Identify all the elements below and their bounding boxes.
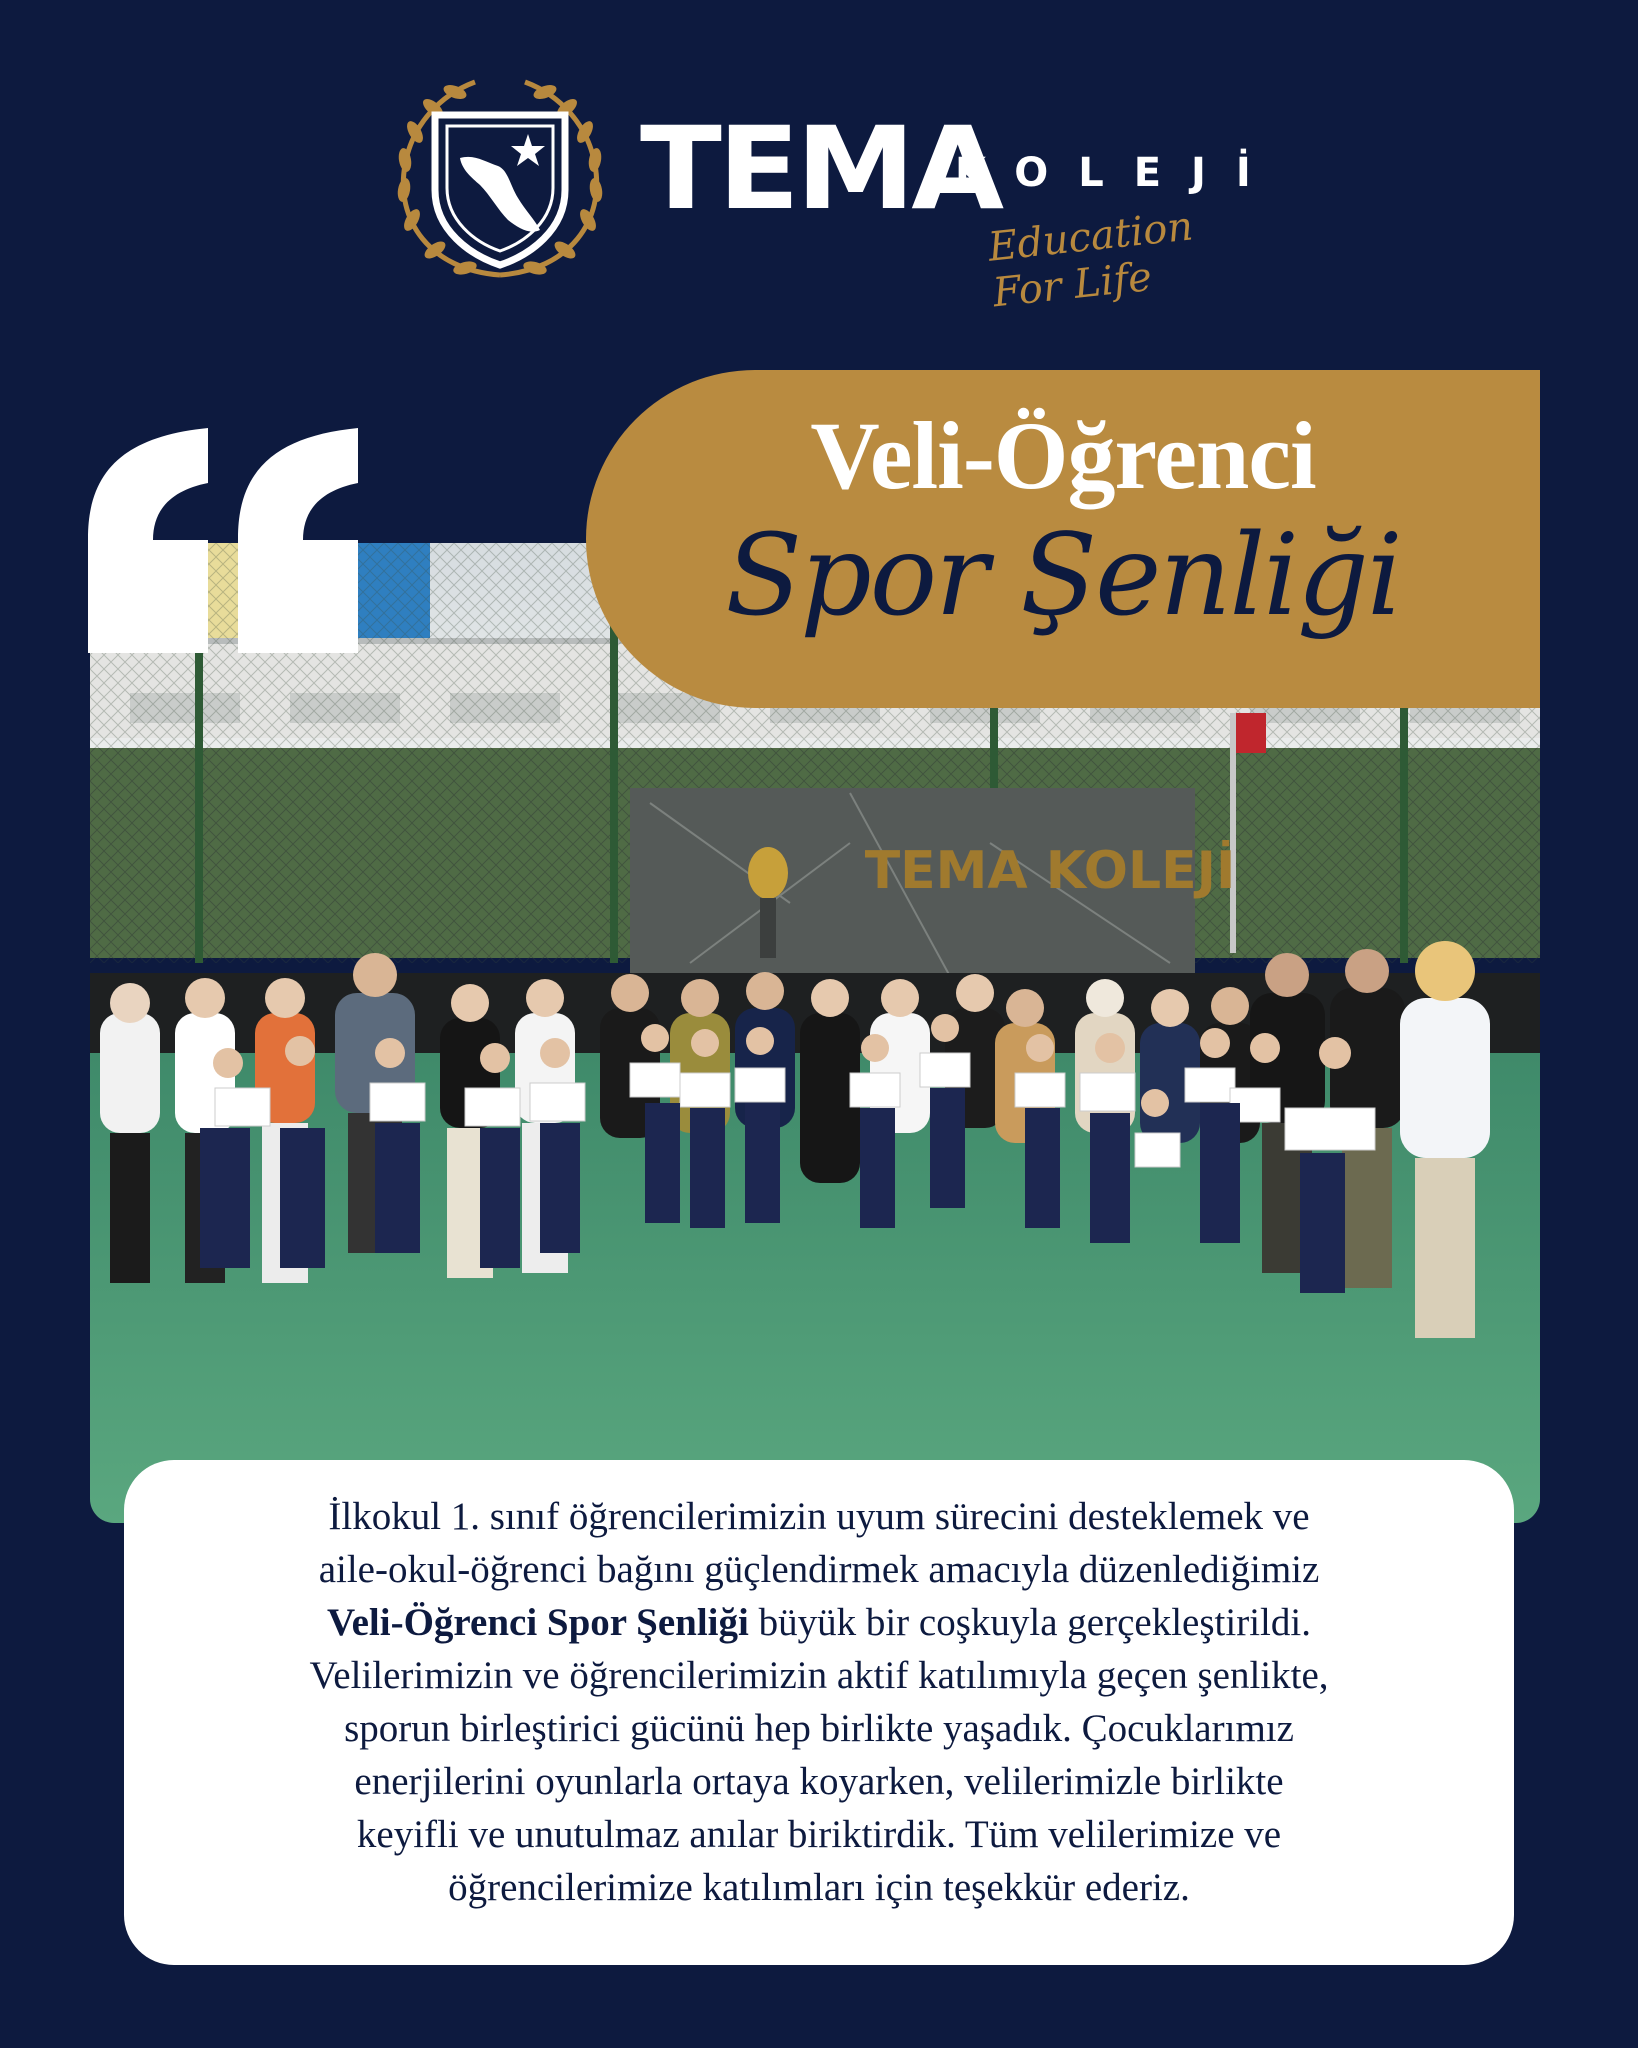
- description-line-3: [184, 1596, 1454, 1649]
- title-line-1: Veli-Öğrenci: [810, 402, 1316, 509]
- description-line-5: sporun birleştirici gücünü hep birlikte yaşadık. Çocuklarımız: [344, 1707, 1294, 1750]
- event-title-banner: [586, 370, 1540, 708]
- school-logo: [390, 70, 1281, 317]
- title-line-2: Spor Şenliği: [725, 511, 1401, 641]
- description-line-6: enerjilerini oyunlarla ortaya koyarken, velilerimizle birlikte: [354, 1760, 1284, 1803]
- shield-emblem-icon: [390, 70, 610, 290]
- description-card: [124, 1460, 1514, 1965]
- brand-name: TEMA: [640, 103, 1001, 236]
- description-line-1: İlkokul 1. sınıf öğrencilerimizin uyum sürecini desteklemek ve: [328, 1495, 1310, 1538]
- brand-tagline: Education For Life: [985, 203, 1196, 317]
- description-line-3-rest: büyük bir coşkuyla gerçekleştirildi.: [748, 1601, 1311, 1644]
- description-line-4: Velilerimizin ve öğrencilerimizin aktif katılımıyla geçen şenlikte,: [309, 1654, 1329, 1697]
- description-line-8: öğrencilerimize katılımları için teşekkür ederiz.: [448, 1866, 1190, 1909]
- wall-sign-text: TEMA KOLEJİ: [864, 841, 1236, 901]
- description-line-7: keyifli ve unutulmaz anılar biriktirdik. Tüm velilerimize ve: [356, 1813, 1282, 1856]
- brand-subtitle: KOLEJİ: [955, 150, 1281, 196]
- quote-icon: [88, 428, 368, 653]
- event-name-bold: Veli-Öğrenci Spor Şenliği: [327, 1601, 749, 1644]
- description-line-2: aile-okul-öğrenci bağını güçlendirmek amacıyla düzenlediğimiz: [318, 1548, 1320, 1591]
- description-text: [184, 1490, 1454, 1914]
